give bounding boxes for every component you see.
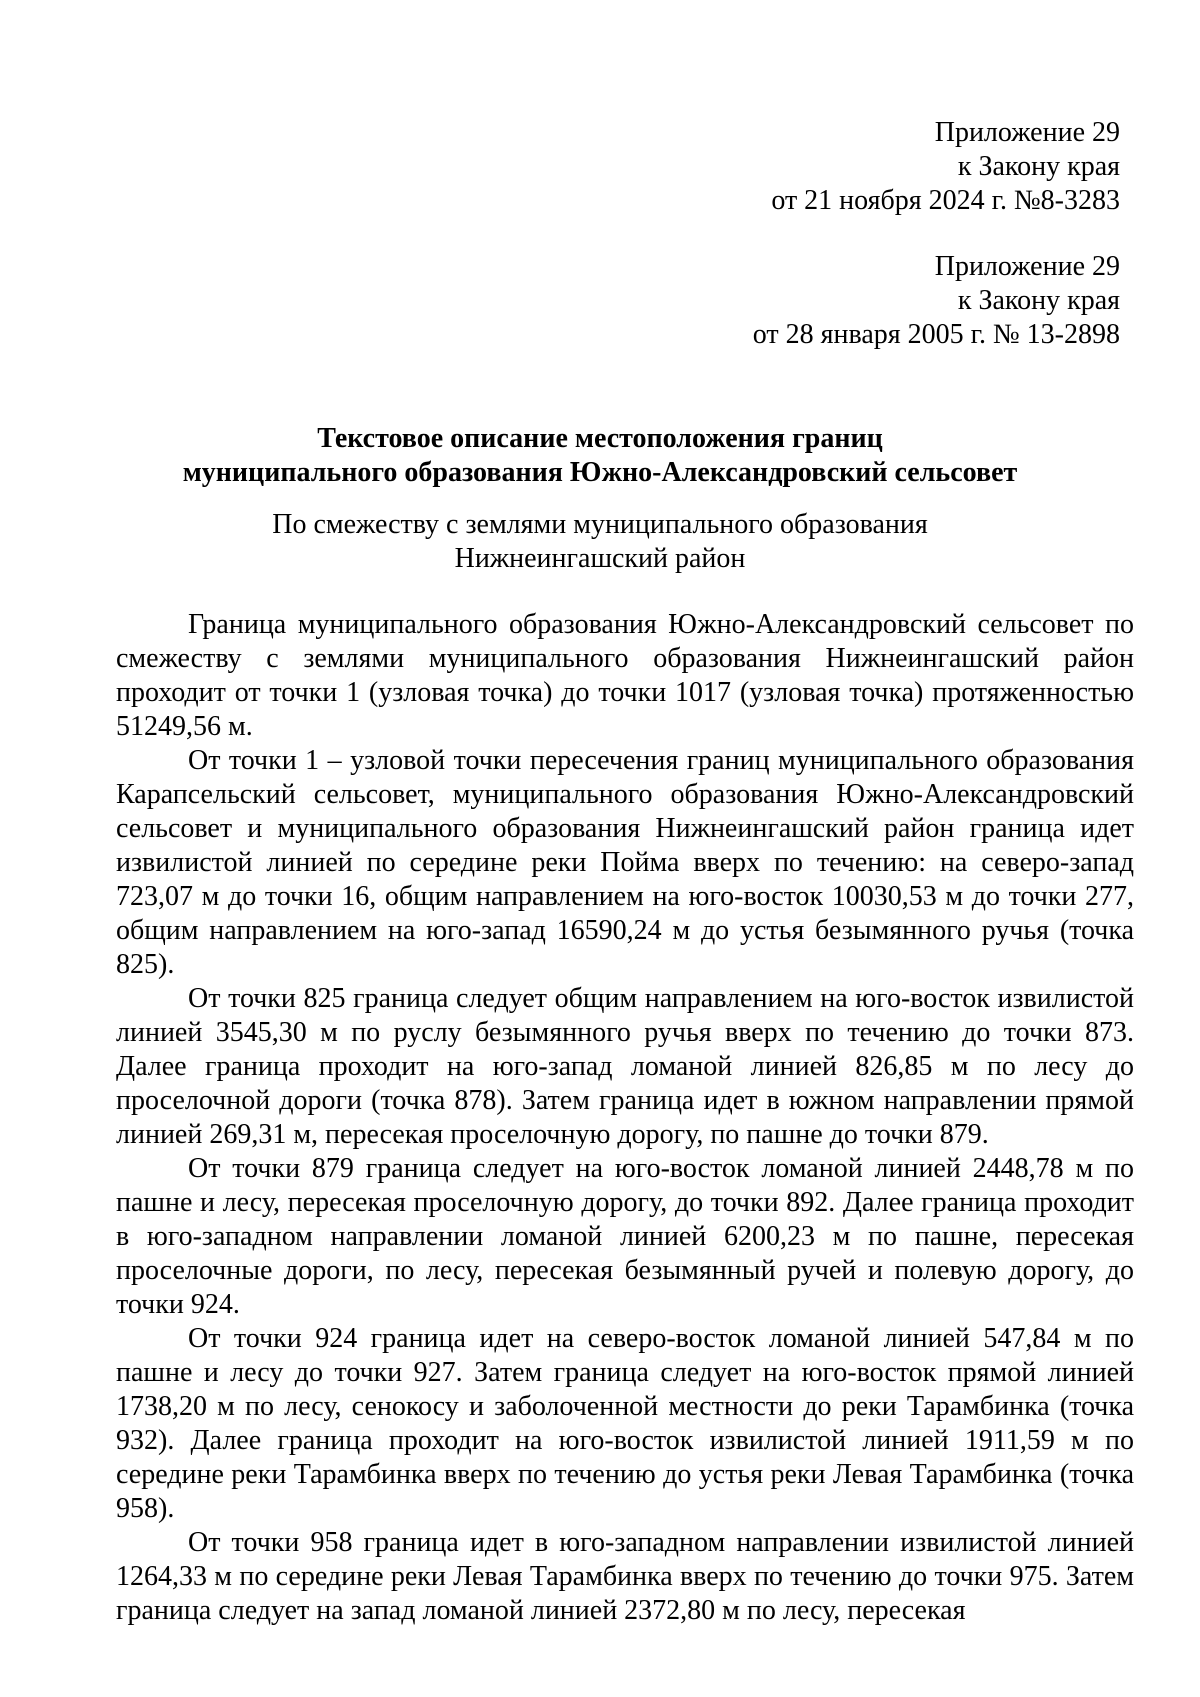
appendix-law-ref: к Закону края [957,151,1120,182]
title-line: муниципального образования Южно-Александровский сельсовет [182,457,1018,488]
body-paragraph: От точки 1 – узловой точки пересечения границ муниципального образования Карапсельский сельсовет, муниципального образования Южно-Александровский сельсовет и муниципального образования Нижнеингашский район граница идет извилистой линией по середине реки Пойма вверх по течению: на северо-запад 723,07 м до точки 16, общим направлением на юго-восток 10030,53 м до точки 277, общим направлением на юго-запад 16590,24 м до устья безымянного ручья (точка 825). [116,745,1134,980]
appendix-law-date: от 21 ноября 2024 г. №8-3283 [771,185,1120,216]
document-title [60,422,1140,490]
appendix-law-date: от 28 января 2005 г. № 13-2898 [752,319,1120,350]
body-paragraph: От точки 924 граница идет на северо-восток ломаной линией 547,84 м по пашне и лесу до точки 927. Затем граница следует на юго-восток прямой линией 1738,20 м по лесу, сенокосу и заболоченной местности до реки Тарамбинка (точка 932). Далее граница проходит на юго-восток извилистой линией 1911,59 м по середине реки Тарамбинка вверх по течению до устья реки Левая Тарамбинка (точка 958). [116,1323,1134,1524]
title-line: Текстовое описание местоположения границ [317,423,883,454]
appendix-number: Приложение 29 [934,117,1120,148]
appendix-header-original [520,250,1120,352]
section-heading [60,508,1140,576]
appendix-header-current [520,116,1120,218]
section-heading-line: По смежеству с землями муниципального образования [272,509,928,540]
body-paragraph: От точки 879 граница следует на юго-восток ломаной линией 2448,78 м по пашне и лесу, пересекая проселочную дорогу, до точки 892. Далее граница проходит в юго-западном направлении ломаной линией 6200,23 м по пашне, пересекая проселочные дороги, по лесу, пересекая безымянный ручей и полевую дорогу, до точки 924. [116,1153,1134,1320]
appendix-law-ref: к Закону края [957,285,1120,316]
document-body [116,608,1134,1628]
section-heading-line: Нижнеингашский район [454,543,746,574]
body-paragraph: От точки 958 граница идет в юго-западном направлении извилистой линией 1264,33 м по середине реки Левая Тарамбинка вверх по течению до точки 975. Затем граница следует на запад ломаной линией 2372,80 м по лесу, пересекая [116,1527,1134,1626]
body-paragraph: От точки 825 граница следует общим направлением на юго-восток извилистой линией 3545,30 м по руслу безымянного ручья вверх по течению до точки 873. Далее граница проходит на юго-запад ломаной линией 826,85 м по лесу до проселочной дороги (точка 878). Затем граница идет в южном направлении прямой линией 269,31 м, пересекая проселочную дорогу, по пашне до точки 879. [116,983,1134,1150]
appendix-number: Приложение 29 [934,251,1120,282]
body-paragraph: Граница муниципального образования Южно-Александровский сельсовет по смежеству с землями муниципального образования Нижнеингашский район проходит от точки 1 (узловая точка) до точки 1017 (узловая точка) протяженностью 51249,56 м. [116,609,1134,742]
